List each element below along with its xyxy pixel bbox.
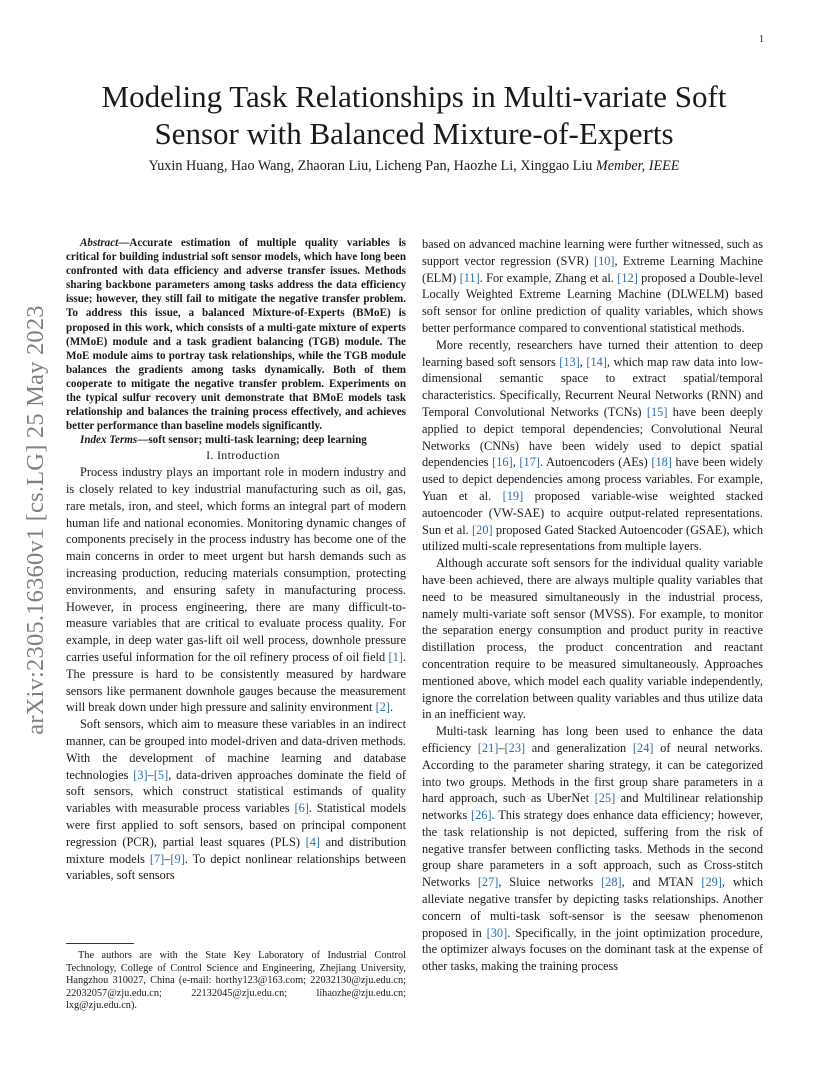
paragraph-text: –: [498, 740, 505, 755]
paragraph-text: proposed variable-wise weighted stacked autoencoder (VW-SAE) to acquire output-related representations. Sun et al.: [422, 488, 764, 537]
paragraph-text: and generalization: [525, 740, 633, 755]
citation-link[interactable]: [21]: [477, 740, 499, 755]
citation-link[interactable]: [25]: [594, 791, 616, 806]
paragraph: [66, 464, 406, 716]
paragraph-text: . The pressure is hard to be consistently measured by hardware sensors like permanent downhole gauges because the measurement will break down under high pressure and salinity environment: [66, 649, 406, 715]
citation-link[interactable]: [7]: [149, 851, 165, 866]
citation-link[interactable]: [30]: [486, 925, 508, 940]
left-column: [66, 236, 406, 884]
index-terms-text: —soft sensor; multi-task learning; deep learning: [137, 434, 367, 447]
citation-link[interactable]: [27]: [477, 875, 499, 890]
paragraph-text: of neural networks. According to the parameter sharing strategy, it can be categorized into two groups. Methods in the first group share parameters in a hard approach, such as UberNet: [422, 740, 763, 806]
paragraph: [422, 723, 763, 975]
citation-link[interactable]: [23]: [504, 740, 526, 755]
paragraph-text: . This strategy does enhance data efficiency; however, the task relationship is not depicted, suffering from the risk of negative transfer between conflicting tasks. Methods in the second group share parameters in a soft approach, such as Cross-stitch Networks: [422, 808, 764, 890]
paper-title: [60, 78, 768, 152]
paragraph-text: More recently, researchers have turned their attention to deep learning based soft sensors: [422, 337, 763, 369]
citation-link[interactable]: [6]: [294, 801, 309, 816]
abstract-text: —Accurate estimation of multiple quality variables is critical for building industrial soft sensor models, which have long been confronted with data efficiency and adverse transfer issues. Methods sharing backbone parameters among tasks address the data efficiency issue; however, they still fail to mitigate the negative transfer problem. To address this issue, a balanced Mixture-of-Experts (BMoE) is proposed in this work, which consists of a multi-gate mixture of experts (MMoE) module and a task gradient balancing (TGB) module. The MoE module aims to portray task relationships, while the TGB module balances the gradients among tasks dynamically. Both of them cooperate to mitigate the negative transfer problem. Experiments on the typical sulfur recovery unit demonstrate that BMoE models task relationship and balances the training process effectively, and achieves better performance than baseline models significantly.: [66, 237, 406, 433]
paragraph-text: , Extreme Learning Machine (ELM): [422, 253, 763, 285]
paragraph-text: , and MTAN: [621, 875, 702, 890]
paragraph-text: Soft sensors, which aim to measure these variables in an indirect manner, can be grouped into model-driven and data-driven methods. With the development of machine learning and database technologies: [66, 717, 406, 782]
author-list: [60, 158, 768, 175]
citation-link[interactable]: [1]: [388, 649, 403, 664]
right-column: [422, 236, 763, 975]
citation-link[interactable]: [4]: [305, 834, 321, 849]
citation-link[interactable]: [26]: [471, 808, 492, 823]
page-number: 1: [759, 34, 764, 45]
paragraph: [422, 337, 763, 555]
title-line-2: Sensor with Balanced Mixture-of-Experts: [154, 116, 674, 151]
paragraph-text: proposed a Double-level Locally Weighted Extreme Learning Machine (DLWELM) based soft sensor for online prediction of quality variables, which shows better performance compared to conventional statistical methods.: [422, 270, 763, 335]
paragraph-text: and distribution mixture models: [66, 834, 406, 866]
citation-link[interactable]: [11]: [459, 270, 480, 285]
citation-link[interactable]: [13]: [559, 354, 580, 369]
section-heading-introduction: I. Introduction: [206, 448, 280, 463]
paragraph-text: , Sluice networks: [498, 875, 602, 890]
paragraph: [66, 716, 406, 884]
citation-link[interactable]: [20]: [472, 522, 493, 537]
paragraph-text: . Specifically, in the joint optimization procedure, the optimizer always focuses on the dominant task at the expense of other tasks, making the training process: [422, 925, 763, 974]
arxiv-stamp: [24, 280, 48, 760]
paragraph-text: . Statistical models were first applied to soft sensors, based on principal component regression (PCR), partial least squares (PLS): [66, 801, 406, 849]
citation-link[interactable]: [29]: [701, 875, 722, 890]
citation-link[interactable]: [28]: [601, 875, 622, 890]
citation-link[interactable]: [5]: [153, 767, 169, 782]
citation-link[interactable]: [17]: [519, 455, 540, 470]
citation-link[interactable]: [2]: [375, 700, 390, 715]
footnote: The authors are with the State Key Laboratory of Industrial Control Technology, College of Control Science and Engineering, Zhejiang University, Hangzhou 310027, China (e-mail: horthy123@163.com; 22032130@zju.edu.cn; 22032057@zju.edu.cn; 22132045@zju.edu.cn; lihaozhe@zju.edu.cn; lxg@zju.edu.cn).: [66, 950, 406, 1012]
author-membership: Member, IEEE: [595, 158, 680, 174]
paragraph-text: proposed Gated Stacked Autoencoder (GSAE), which utilized multi-scale representations from multiple layers.: [422, 522, 764, 554]
paragraph-text: .: [389, 700, 394, 715]
arxiv-stamp-text: arXiv:2305.16360v1 [cs.LG] 25 May 2023: [22, 305, 49, 735]
paragraph: [422, 555, 763, 723]
paragraph-text: Multi-task learning has long been used to enhance the data efficiency: [422, 724, 763, 755]
citation-link[interactable]: [18]: [651, 455, 672, 470]
paragraph-text: have been widely used to depict dependencies among process variables. For example, Yuan et al.: [422, 455, 763, 503]
citation-link[interactable]: [3]: [133, 767, 148, 782]
footnote-divider: [66, 943, 134, 944]
paragraph-text: Process industry plays an important role in modern industry and is closely related to key industrial manufacturing such as oil, gas, rare metals, iron, and steel, which forms an integral part of modern human life and national economies. Monitoring dynamic changes of components precisely in the process industry has become one of the main concerns in order to meet urgent but harsh demands such as increasing production, reducing materials consumption, protecting environments, and ensuring safety in manufacturing process. However, in process engineering, there are many difficult-to-measure variables that are critical to evaluate process quality. For example, in deep water gas-lift oil well process, downhole pressure carries useful information for the oil refinery process of oil field: [66, 465, 406, 664]
citation-link[interactable]: [10]: [593, 253, 615, 268]
citation-link[interactable]: [14]: [586, 354, 607, 369]
paragraph-text: . For example, Zhang et al.: [479, 270, 618, 285]
abstract: [66, 236, 406, 433]
citation-link[interactable]: [15]: [646, 404, 668, 419]
paragraph-text: and Multilinear relationship networks: [422, 791, 763, 823]
paragraph-text: ,: [579, 354, 587, 369]
paragraph-text: based on advanced machine learning were further witnessed, such as support vector regression (SVR): [422, 237, 763, 268]
index-terms-label: Index Terms: [80, 434, 138, 447]
index-terms: [66, 433, 406, 447]
paragraph-text: . To depict nonlinear relationships between variables, soft sensors: [66, 851, 406, 883]
paragraph-text: have been deeply applied to depict temporal dependencies; Convolutional Neural Networks (CNNs) have been widely used to depict spatial dependencies: [422, 404, 763, 470]
paragraph-text: , which alleviate negative transfer by depicting tasks relationships. Another concern of multi-task soft-sensor is the seesaw phenomenon proposed in: [422, 875, 763, 940]
citation-link[interactable]: [9]: [170, 851, 185, 866]
author-names: Yuxin Huang, Hao Wang, Zhaoran Liu, Licheng Pan, Haozhe Li, Xinggao Liu: [148, 158, 596, 174]
abstract-label: Abstract: [80, 237, 119, 249]
paragraph-text: , which map raw data into low-dimensional semantic space to extract spatial/temporal characteristics. Specifically, Recurrent Neural Networks (RNN) and Temporal Convolutional Networks (TCNs): [422, 354, 763, 419]
paragraph-text: ,: [512, 455, 520, 470]
paragraph-text: –: [164, 851, 171, 866]
citation-link[interactable]: [19]: [502, 488, 524, 503]
paragraph: [422, 236, 763, 337]
paragraph-text: , data-driven approaches dominate the field of soft sensors, which construct statistical estimands of quality variables with measurable process variables: [66, 767, 406, 816]
paragraph-text: . Autoencoders (AEs): [540, 455, 652, 470]
title-line-1: Modeling Task Relationships in Multi-variate Soft: [101, 79, 727, 114]
paragraph-text: –: [147, 767, 154, 782]
citation-link[interactable]: [24]: [632, 740, 654, 755]
citation-link[interactable]: [16]: [492, 455, 513, 470]
citation-link[interactable]: [12]: [617, 270, 638, 285]
paragraph-text: Although accurate soft sensors for the individual quality variable have been achieved, there are always multiple quality variables that need to be measured simultaneously in the industrial process, namely multi-variate soft sensor (MVSS). For example, to monitor the separation energy consumption and product purity in reactive distillation process, the product concentration and reactant concentration require to be measured simultaneously. Approaches mentioned above, which model each quality variable independently, ignore the correlation between quality variables and thus utilize data in an inefficient way.: [422, 556, 763, 722]
